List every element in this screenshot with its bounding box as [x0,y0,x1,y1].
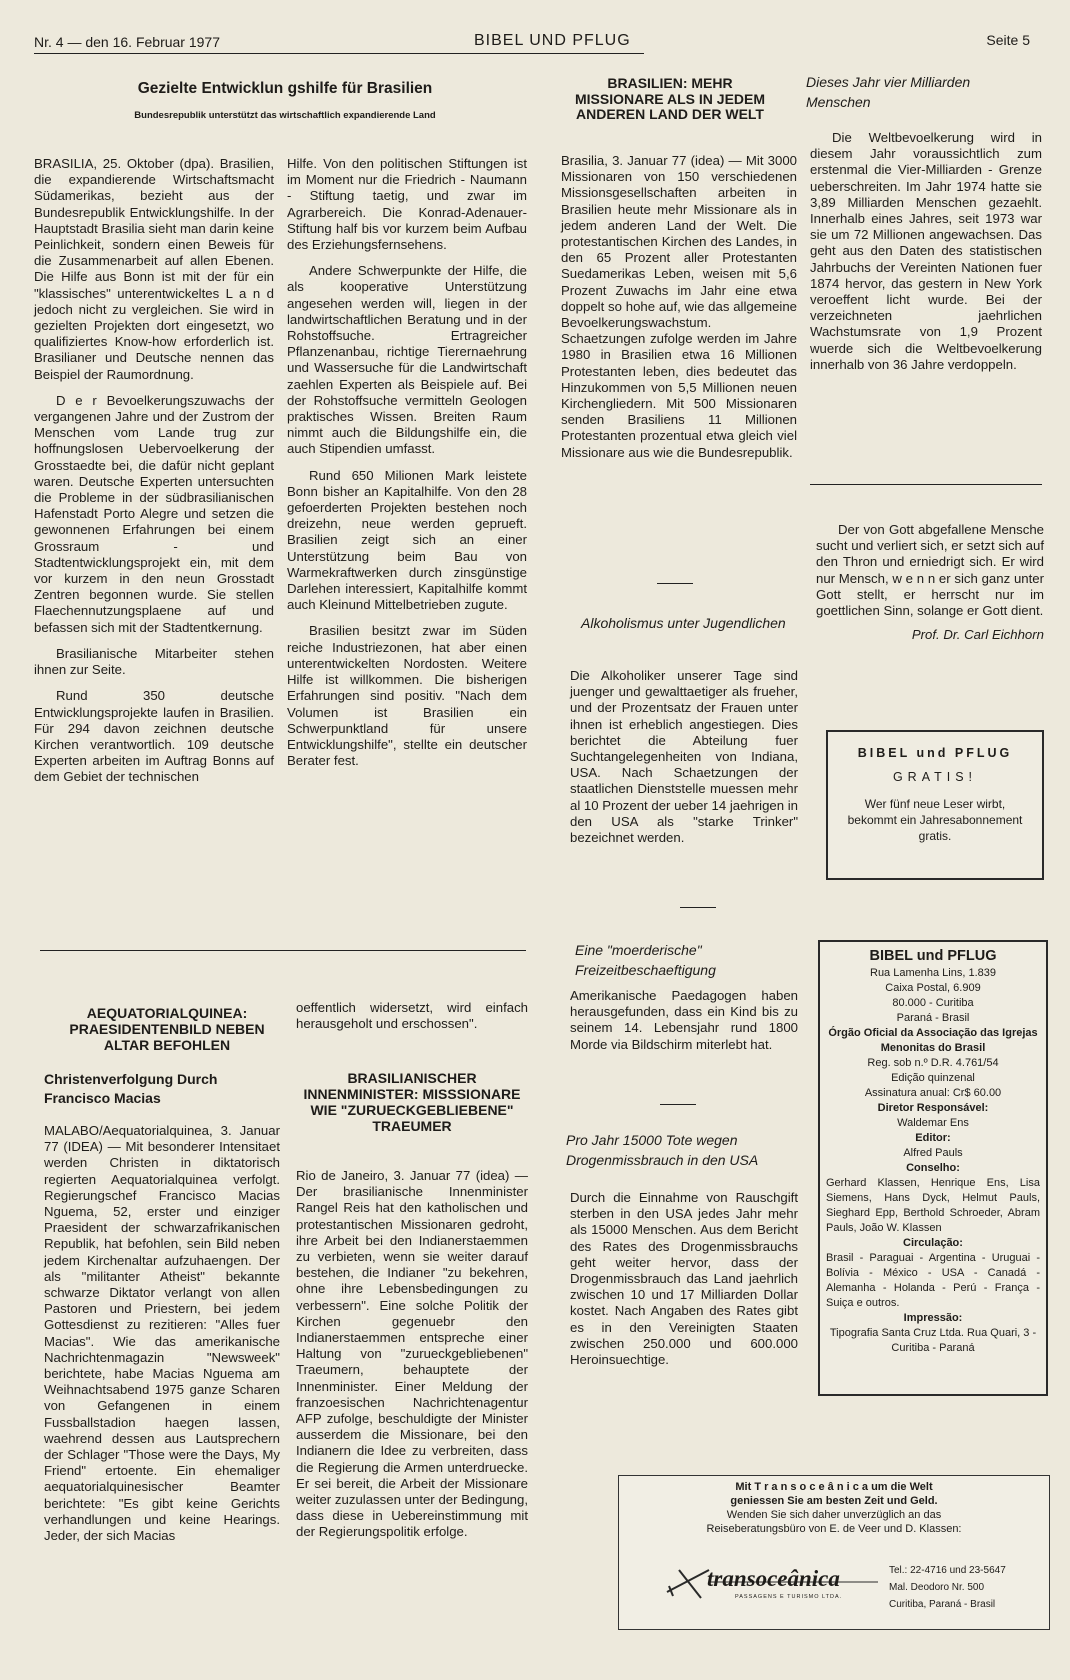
imprint-editor: Alfred Pauls [903,1147,963,1159]
section-rule [810,484,1042,485]
separator [660,1104,696,1105]
article-entwicklungshilfe-col1 [34,156,274,796]
imprint-line: 80.000 - Curitiba [892,997,974,1009]
imprint-edition: Edição quinzenal [891,1072,975,1084]
ad-logo-text: transoceânica [707,1566,840,1591]
imprint-subscription: Assinatura anual: Cr$ 60.00 [864,1087,1002,1099]
article-innenminister-title: BRASILIANISCHER INNENMINISTER: MISSSIONARE WIE "ZURUECKGEBLIEBENE" TRAEUMER [303,1070,521,1134]
paragraph: Brasilianische Mitarbeiter stehen ihnen zur Seite. [34,645,274,678]
imprint-heading: Impressão: [903,1312,963,1324]
paragraph: Die Weltbevoelkerung wird in diesem Jahr voraussichtlich zum erstenmal die Vier-Milliarden - Grenze ueberschreiten. Im Jahr 1974 hatte sie 3,89 Milliarden Menschen gezaehlt. Innerhalb eines Jahres, seit 1973 war sie um 72 Millionen angewachsen. Das geht aus den Daten des statistischen Jahrbuchs der Vereinten Nationen fuer 1874 hervor, das gestern in New York veroeffent licht wurde. Bei der verzeichneten jaehrlichen Wachstumsrate von 1,9 Prozent wuerde sich die Weltbevoelkerung innerhalb von 36 Jahre verdoppeln. [810,130,1042,372]
ad-city: Curitiba, Paraná - Brasil [889,1599,996,1610]
article-aequatorialquinea-subtitle: Christenverfolgung Durch Francisco Macias [44,1071,218,1106]
imprint-title: BIBEL und PFLUG [869,948,997,964]
ad-phone: Tel.: 22-4716 und 23-5647 [889,1565,1006,1576]
paragraph: Brasilia, 3. Januar 77 (idea) — Mit 3000 Missionaren von 150 verschiedenen Missionsgesellschaften arbeiten in Brasilien heute mehr Missionare als in jedem anderen Land der Welt. Die protestantischen Kirchen des Landes, in den 65 Prozent aller Protestanten Suedamerikas Leben, weisen mit 5,6 Prozent Zuwachs im Jahr eine etwa doppelt so hohe auf, wie das allgemeine Bevoelkerungswachstum. Schaetzungen zufolge werden im Jahre 1980 in Brasilien etwa 16 Millionen Protestanten leben, dies bedeutet das Hinzukommen von 5,5 Millionen neuen Kirchengliedern. Mit 500 Missionaren senden Brasiliens 11 Millionen Protestanten prozentual etwa gleich viel Missionare aus wie die Bundesrepublik. [561,153,797,460]
paragraph: Rio de Janeiro, 3. Januar 77 (idea) — Der brasilianische Innenminister Rangel Reis hat den katholischen und protestantischen Missionaren gedroht, ihre Arbeit bei den Indianerstaemmen zu verbieten, wenn sie weiter darauf bestehen, die Indianer "zu bekehren, ohne ihre Lebensbedingungen zu verbessern". Eine solche Politik der Kirchen gegenuebr den Indianerstaemmen entspreche einer Haltung von "zurueckgebliebenen" Traeumern, behauptete der Innenminister. Einer Meldung der franzoesischen Nachrichtenagentur AFP zufolge, beschuldigte der Minister ausserdem die Missionare, bei den Indianern die Idee zu verbreiten, dass die Regierung die Armen unterdruecke. Er sei bereit, die Arbeit der Missionare weiter zuzulassen unter der Bedingung, dass diese in Uebereinstimmung mit der Regierungspolitik erfolge. [296,1168,528,1540]
ad-line: Wenden Sie sich daher unverzüglich an das [726,1509,942,1521]
paragraph: Andere Schwerpunkte der Hilfe, die als kooperative Unterstützung angesehen werden will, liegen in der landwirtschaftlichen Beratung und in der Rohstoffsuche. Ertragreicher Pflanzenanbau, richtige Tierernaehrung und Wassersuche für die Landwirtschaft zaehlen Experten als Beispiele auf. Bei der Rohstoffsuche vermitteln Geologen praktisches Wissen. Breiten Raum nimmt auch die Bildungshilfe ein, die auch Stipendien umfasst. [287,263,527,457]
article-entwicklungshilfe-col2 [287,156,527,779]
article-title: Gezielte Entwicklun gshilfe für Brasilien [137,80,433,97]
header-rule [34,53,644,54]
promo-text: Wer fünf neue Leser wirbt, bekommt ein Jahresabonnement gratis. [847,797,1023,843]
ad-line: Reiseberatungsbüro von E. de Veer und D. Klassen: [706,1523,962,1535]
ad-line: Mit T r a n s o c e â n i c a um die Welt [735,1481,933,1493]
ad-address: Mal. Deodoro Nr. 500 [889,1582,985,1593]
article-aequatorialquinea-col2 [296,1000,528,1042]
quote-block [816,522,1044,643]
transoceanica-advertisement [618,1475,1050,1630]
paragraph: Hilfe. Von den politischen Stiftungen ist im Moment nur die Friedrich - Naumann - Stiftung taetig, und zwar im Agrarbereich. Die Konrad-Adenauer-Stiftung half bis vor kurzem beim Aufbau des Erziehungsfernsehens. [287,156,527,253]
article-alkoholismus-title: Alkoholismus unter Jugendlichen [581,615,786,631]
article-weltbevoelkerung-title: Dieses Jahr vier Milliarden Menschen [806,74,971,110]
article-subtitle: Bundesrepublik unterstützt das wirtschaftlich expandierende Land [134,110,436,121]
quote-author: Prof. Dr. Carl Eichhorn [911,627,1044,643]
ad-line: geniessen Sie am besten Zeit und Geld. [730,1495,938,1507]
separator [680,907,716,908]
imprint-heading: Diretor Responsável: [877,1102,989,1114]
page-number: Seite 5 [986,32,1030,48]
section-rule [40,950,526,951]
imprint-heading: Editor: [915,1132,951,1144]
promo-gratis: GRATIS! [892,770,978,784]
article-missionare-title: BRASILIEN: MEHR MISSIONARE ALS IN JEDEM ANDEREN LAND DER WELT [574,75,766,122]
article-weltbevoelkerung-body [810,130,1042,383]
paragraph: BRASILIA, 25. Oktober (dpa). Brasilien, die expandierende Wirtschaftsmacht Südamerikas, bezieht aus der Bundesrepublik Entwicklungshilfe. In der Hauptstadt Brasilia sieht man darin keine Peinlichkeit, sondern einen Beweis für die Zusammenarbeit auf allen Ebenen. Die Hilfe aus Bonn ist mit der für ein "klassisches" unterentwickeltes L a n d jedoch nicht zu vergleichen. Sie wird in gezielten Projekten dort eingesetzt, wo qualifiziertes Know-how erforderlich ist. Brasilianer und Deutsche nennen das Beispiel der Raumordnung. [34,156,274,382]
imprint-line: Caixa Postal, 6.909 [885,982,981,994]
imprint-heading: Circulação: [903,1237,963,1249]
paragraph: Rund 650 Milionen Mark leistete Bonn bisher an Kapitalhilfe. Von den 28 gefoerderten Projekten bestehen noch dreizehn, neue werden geprueft. Brasilien zeigt sich an einer Unterstützung beim Bau von Warmekraftwerken durch zinsgünstige Darlehen interessiert, Kapitalhilfe kommt auch Kleinund Mittelbetrieben zugute. [287,467,527,613]
masthead: BIBEL UND PFLUG [474,32,631,49]
article-innenminister-body [296,1168,528,1551]
article-entwicklungshilfe-header [40,80,530,121]
imprint-organ: Órgão Oficial da Associação das Igrejas Menonitas do Brasil [828,1027,1038,1054]
imprint-circulation: Brasil - Paraguai - Argentina - Uruguai - Bolívia - México - USA - Canadá - Alemanha - Holanda - Perú - França - Suiça e outros. [826,1252,1040,1309]
article-aequatorialquinea-title: AEQUATORIALQUINEA: PRAESIDENTENBILD NEBEN ALTAR BEFOHLEN [69,1005,265,1053]
paragraph: Brasilien besitzt zwar im Süden reiche Industriezonen, hat aber einen unterentwickelten Nordosten. Weitere Hilfe ist willkommen. Die bisherigen Erfahrungen sind positiv. "Nach dem Volumen ist Brasilien ein Schwerpunktland für unsere Entwicklungshilfe", stellte ein deutscher Berater fest. [287,623,527,769]
paragraph: Die Alkoholiker unserer Tage sind juenger und gewalttaetiger als frueher, und der Prozentsatz der Frauen unter ihnen ist erheblich angestiegen. Dies berichtet die Abteilung fuer Suchtangelegenheiten von Indiana, USA. Nach Schaetzungen der staatlichen Dienststelle muessen mehr al 10 Prozent der ueber 14 jaehrigen in den USA als "starke Trinker" bezeichnet werden. [570,668,799,846]
paragraph: Rund 350 deutsche Entwicklungsprojekte laufen in Brasilien. Für 294 davon zeichnen deutsche Kirchen verantwortlich. 109 deutsche Experten arbeiten im Auftrag Bonns auf dem Gebiet der technischen [34,688,274,785]
promo-box [826,730,1044,880]
promo-title: BIBEL und PFLUG [857,746,1013,760]
article-missionare-body [561,153,797,471]
transoceanica-logo [653,1552,883,1612]
article-freizeit-body [570,988,798,1063]
imprint-printer: Tipografia Santa Cruz Ltda. Rua Quari, 3 - Curitiba - Paraná [829,1327,1037,1354]
article-drogen-title: Pro Jahr 15000 Tote wegen Drogenmissbrauch in den USA [566,1132,759,1168]
imprint-line: Paraná - Brasil [896,1012,970,1024]
quote-text: Der von Gott abgefallene Mensche sucht und verliert sich, er setzt sich auf den Thron und erniedrigt sich. Er wird nur Mensch, w e n n er sich ganz unter Gott stellt, er herrscht nur im goettlichen Sinn, solange er Gott dient. [816,522,1044,619]
article-drogen-body [570,1190,798,1378]
imprint-line: Rua Lamenha Lins, 1.839 [870,967,996,979]
paragraph: Amerikanische Paedagogen haben herausgefunden, dass ein Kind bis zu seinem 14. Lebensjahr rund 1800 Morde via Bildschirm miterlebt hat. [570,988,798,1052]
imprint-heading: Conselho: [906,1162,960,1174]
paragraph: MALABO/Aequatorialquinea, 3. Januar 77 (IDEA) — Mit besonderer Intensitaet werden Christen in diktatorisch regierten Aequatorialquinea verfolgt. Regierungschef Francisco Macias Nguema, 52, erster und einziger Praesident der schwarzafrikanischen Republik, hat befohlen, sein Bild neben jedem Kirchenaltar aufzuhaengen. Der als "militanter Atheist" bekannte schwarze Diktator verlangt von allen Pastoren und Priestern, bei jedem Gottesdienst zu rezitieren: "Alles fuer Macias". Wie das amerikanische Nachrichtenmagazin "Newsweek" berichtete, habe Macias Nguema am Weihnachtsabend 1975 ganze Scharen von Gefangenen in einem Fussballstadion haegen lassen, waehrend dessen aus Lautsprechern der Schlager "Those were the Days, My Friend" ertoente. Ein ehemaliger aequatorialquinesischer Beamter berichtete: "Es gibt keine Gerichts verhandlungen und keine Hearings. Jeder, der sich Macias [44,1123,280,1544]
imprint-council: Gerhard Klassen, Henrique Ens, Lisa Siemens, Hans Dyck, Helmut Pauls, Sieghard Epp, Berthold Schroeder, Abram Pauls, João W. Klassen [826,1177,1040,1234]
imprint-reg: Reg. sob n.º D.R. 4.761/54 [867,1057,999,1069]
issue-date: Nr. 4 — den 16. Februar 1977 [34,34,220,50]
article-freizeit-title: Eine "moerderische" Freizeitbeschaeftigung [575,942,716,978]
ad-logo-subtext: PASSAGENS E TURISMO LTDA. [735,1594,843,1600]
article-alkoholismus-body [570,668,798,856]
separator [657,583,693,584]
paragraph: D e r Bevoelkerungszuwachs der vergangenen Jahre und der Zustrom der Menschen vom Lande trug zur hoffnungslosen Uebervoelkerung der Grosstaedte bei, die dafür nicht geplant waren. Deutsche Experten untersuchten die Probleme in der südbrasilianischen Hafenstadt Porto Alegre und setzen die gewonnenen Erfahrungen bei einem Grossraum - und Stadtentwicklungsprojekt ein, mit dem vor kurzem in den neun Grosstadt Zentren begonnen wurde. Sie stellen Flaechennutzungsplaene auf und befassen sich mit der Stadtentkernung. [34,392,274,635]
imprint-box [818,940,1048,1396]
article-aequatorialquinea-col1 [44,1123,280,1554]
paragraph: oeffentlich widersetzt, wird einfach herausgeholt und erschossen". [296,1000,528,1032]
paragraph: Durch die Einnahme von Rauschgift sterben in den USA jedes Jahr mehr als 15000 Menschen. Aus dem Bericht des Rates des Drogenmissbrauchs geht weiter hervor, dass der Drogenmissbrauch das Land jaehrlich zwischen 10 und 17 Milliarden Dollar kostet. Nach Angaben des Rates gibt es in den Vereinigten Staaten zwischen 250.000 und 600.000 Heroinsuechtige. [570,1190,798,1368]
imprint-director: Waldemar Ens [897,1117,969,1129]
